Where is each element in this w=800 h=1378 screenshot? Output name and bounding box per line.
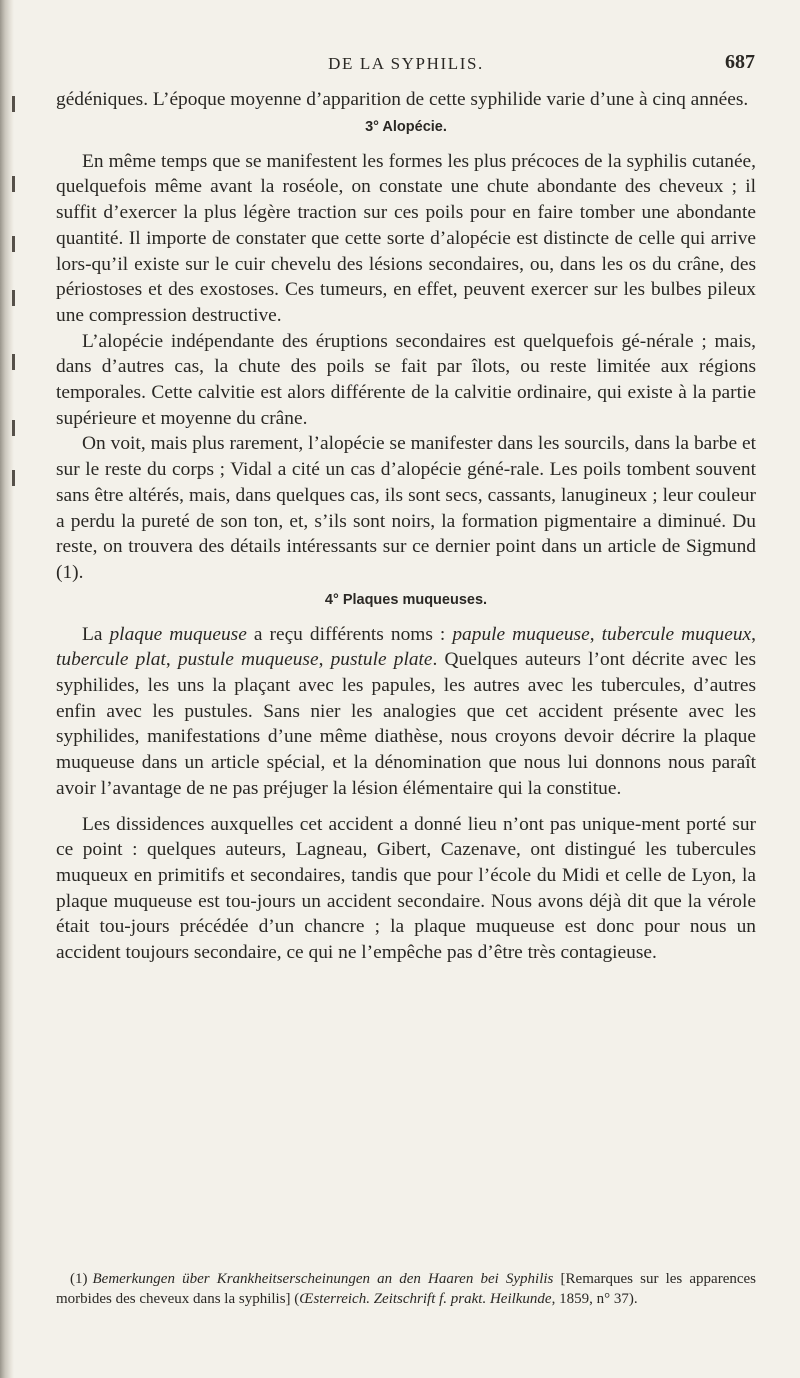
gutter-mark [12, 236, 15, 252]
footnote-text: , 1859, n° 37). [551, 1290, 638, 1307]
running-head [56, 51, 756, 78]
italic-term: pustule muqueuse [177, 649, 319, 671]
gutter-mark [12, 470, 15, 486]
footnote-journal: Œsterreich. Zeitschrift f. prakt. Heilkunde [299, 1290, 552, 1307]
paragraph-plaques-1 [56, 622, 756, 802]
paragraph-alopecie-2: L’alopécie indépendante des éruptions secondaires est quelquefois gé-nérale ; mais, dans d’autres cas, la chute des poils se fait par îlots, ou reste limitée aux régions temporales. Cette calvitie est alors différente de la calvitie ordinaire, qui existe à la partie supérieure et moyenne du crâne. [56, 330, 756, 429]
body-text [56, 87, 756, 966]
italic-term: papule muqueuse [452, 623, 590, 645]
italic-term: pustule plate [330, 649, 433, 671]
gutter-mark [12, 354, 15, 370]
text-run: , [751, 623, 757, 645]
text-run: , [165, 649, 178, 671]
footnote-marker: (1) [70, 1271, 88, 1287]
paragraph-plaques-2: Les dissidences auxquelles cet accident a donné lieu n’ont pas unique-ment porté sur ce point : quelques auteurs, Lagneau, Gibert, Cazenave, ont distingué les tubercules muqueux en primitifs et secondaires, tandis que pour l’école du Midi et celle de Lyon, la plaque muqueuse est tou-jours un accident secondaire. Nous avons déjà dit que la vérole était tou-jours précédée d’un chancre ; la plaque muqueuse est donc pour nous un accident toujours secondaire, ce qui ne l’empêche pas d’être très contagieuse. [56, 813, 756, 964]
running-head-title: DE LA SYPHILIS. [328, 54, 484, 73]
text-run: La [82, 623, 110, 645]
page-number: 687 [725, 51, 755, 73]
italic-term: tubercule plat [56, 649, 166, 671]
gutter-mark [12, 96, 15, 112]
paragraph-alopecie-1: En même temps que se manifestent les formes les plus précoces de la syphilis cutanée, quelquefois même avant la roséole, on constate une chute abondante des cheveux ; il suffit d’exercer la plus légère traction sur ces poils pour en faire tomber une abondante quantité. Il importe de constater que cette sorte d’alopécie est distincte de celle qui arrive lors-qu’il existe sur le cuir chevelu des lésions secondaires, ou, dans les os du crâne, des périostoses et des exostoses. Ces tumeurs, en effet, peuvent exercer sur les bulbes pileux une compression destructive. [56, 150, 756, 326]
paragraph-alopecie-3: On voit, mais plus rarement, l’alopécie se manifester dans les sourcils, dans la barbe et sur le reste du corps ; Vidal a cité un cas d’alopécie géné-rale. Les poils tombent souvent sans être altérés, mais, dans quelques cas, ils sont secs, cassants, lanugineux ; leur couleur a perdu la pureté de son ton, et, s’ils sont noirs, la formation pigmentaire a diminué. Du reste, on trouvera des détails intéressants sur ce dernier point dans un article de Sigmund (1). [56, 433, 756, 583]
text-run: , [589, 623, 602, 645]
text-run: . Quelques auteurs l’ont décrite avec les syphilides, les uns la plaçant avec les papules, les autres avec les tubercules, d’autres enfin avec les pustules. Sans nier les analogies que cet accident présente avec les syphilides, manifestations d’une même diathèse, nous croyons devoir décrire la plaque muqueuse dans un article spécial, et la dénomination que nous lui donnons nous paraît avoir l’avantage de ne pas préjuger la lésion élémentaire qui la constitue. [56, 649, 757, 799]
text-run: , [318, 649, 331, 671]
gutter-mark [12, 420, 15, 436]
text-run: a reçu différents noms : [246, 623, 453, 645]
footnote-title: Bemerkungen über Krankheitserscheinungen an den Haaren bei Syphilis [92, 1271, 554, 1287]
paragraph-continuation: gédéniques. L’époque moyenne d’apparition de cette syphilide varie d’une à cinq années. [56, 89, 749, 110]
gutter-mark [12, 290, 15, 306]
footnote [56, 1270, 756, 1309]
italic-term: tubercule muqueux [601, 623, 752, 645]
gutter-mark [12, 176, 15, 192]
italic-term: plaque muqueuse [109, 623, 247, 645]
binding-gutter [0, 0, 14, 1378]
section-heading-alopecie: 3° Alopécie. [365, 118, 447, 135]
footnote-text: [Remarques sur les apparences morbides des cheveux dans la syphilis] ( [56, 1271, 757, 1307]
footnote-1 [56, 1270, 756, 1309]
section-heading-plaques-muqueuses: 4° Plaques muqueuses. [324, 591, 488, 608]
paragraph-gap [56, 802, 756, 812]
